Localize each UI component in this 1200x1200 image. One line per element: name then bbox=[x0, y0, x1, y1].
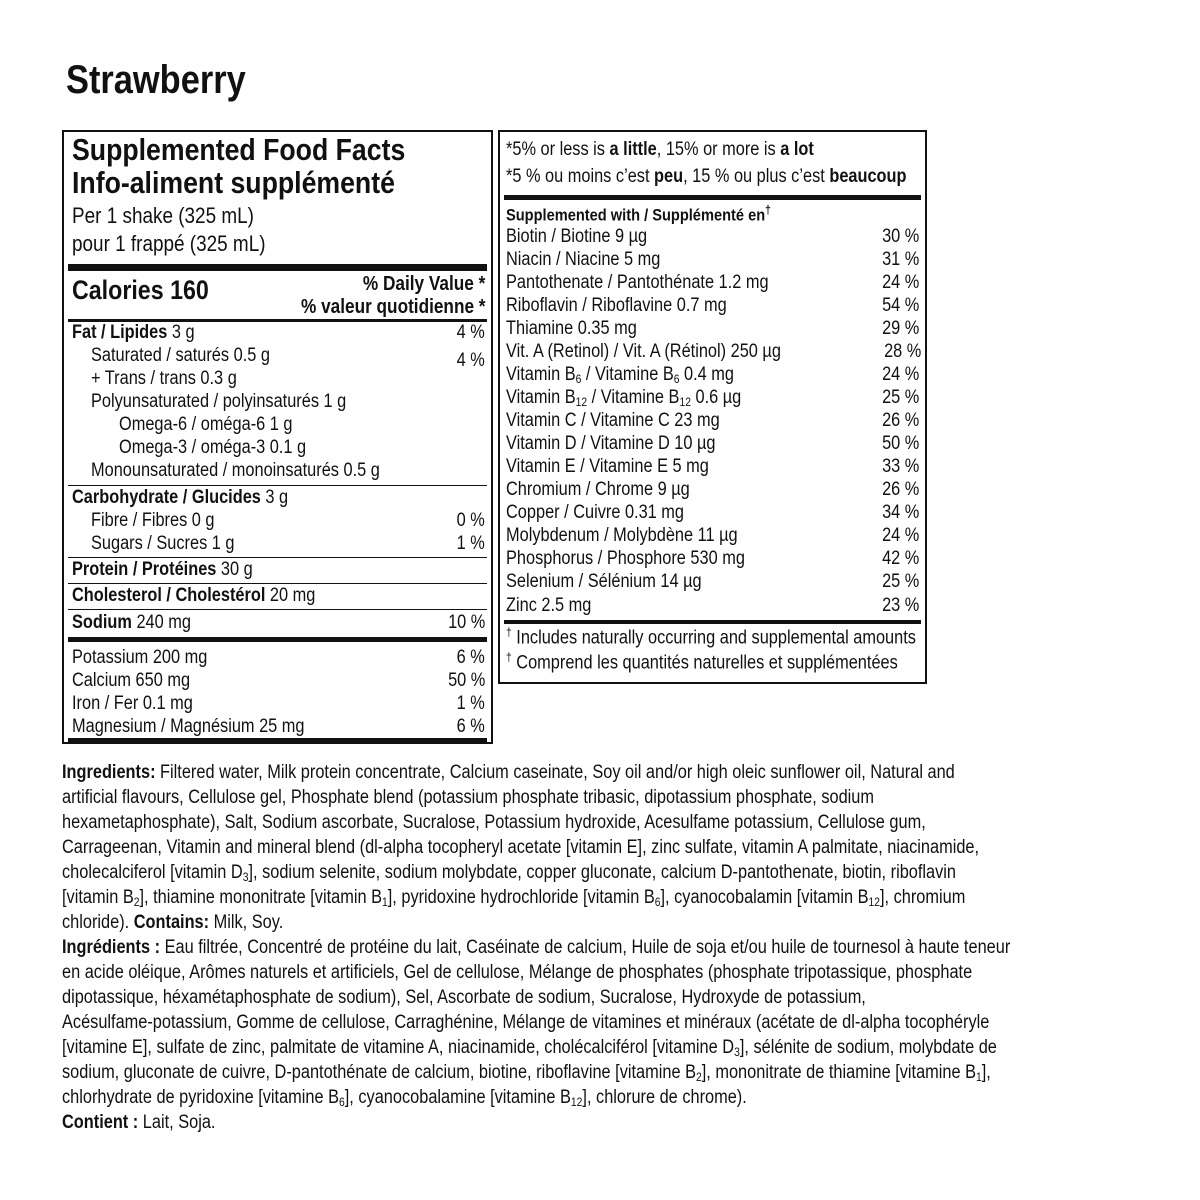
supplement-row: Biotin / Biotine 9 µg bbox=[506, 226, 648, 247]
flavour-title: Strawberry bbox=[66, 58, 246, 102]
supplement-dv: 26 % bbox=[881, 410, 919, 431]
supplement-dv: 25 % bbox=[881, 387, 919, 408]
nutrient-row: + Trans / trans 0.3 g bbox=[91, 368, 237, 389]
nutrient-dv: 6 % bbox=[456, 647, 485, 668]
supplement-row: Pantothenate / Pantothénate 1.2 mg bbox=[506, 272, 769, 293]
supplement-row: Selenium / Sélénium 14 µg bbox=[506, 571, 702, 592]
supplement-dv: 24 % bbox=[881, 272, 919, 293]
nutrient-row: Cholesterol / Cholestérol 20 mg bbox=[72, 585, 316, 606]
ingredients-fr-line: Acésulfame-potassium, Gomme de cellulose, Carraghénine, Mélange de vitamines et minéraux (acétate de dl-alpha tocophéryle bbox=[62, 1012, 990, 1033]
ingredients-fr-line: Contient : Lait, Soja. bbox=[62, 1112, 216, 1133]
thick-rule bbox=[504, 195, 921, 200]
supplement-row: Riboflavin / Riboflavine 0.7 mg bbox=[506, 295, 727, 316]
serving-en: Per 1 shake (325 mL) bbox=[72, 203, 254, 228]
nutrient-row: Polyunsaturated / polyinsaturés 1 g bbox=[91, 391, 347, 412]
supplement-dv: 24 % bbox=[881, 525, 919, 546]
supplement-heading: Supplemented with / Supplémenté en† bbox=[506, 203, 771, 225]
footnote-en: † Includes naturally occurring and supplemental amounts bbox=[506, 625, 916, 649]
supplement-dv: 31 % bbox=[881, 249, 919, 270]
supplement-dv: 50 % bbox=[881, 433, 919, 454]
nutrient-row: Fat / Lipides 3 g bbox=[72, 322, 195, 343]
panel-title-fr: Info-aliment supplémenté bbox=[72, 165, 395, 200]
ingredients-en-line: hexametaphosphate), Salt, Sodium ascorbate, Sucralose, Potassium hydroxide, Acesulfame potassium, Cellulose gum, bbox=[62, 812, 926, 833]
supplement-row: Vitamin C / Vitamine C 23 mg bbox=[506, 410, 720, 431]
thick-rule bbox=[68, 738, 487, 743]
nutrient-row: Calcium 650 mg bbox=[72, 670, 191, 691]
nutrient-dv: 50 % bbox=[447, 670, 485, 691]
supplement-dv: 28 % bbox=[883, 341, 921, 362]
nutrient-row: Omega-6 / oméga-6 1 g bbox=[119, 414, 293, 435]
supplement-row: Vitamin D / Vitamine D 10 µg bbox=[506, 433, 716, 454]
nutrient-row: Magnesium / Magnésium 25 mg bbox=[72, 716, 305, 737]
nutrient-row: Potassium 200 mg bbox=[72, 647, 208, 668]
nutrient-dv: 0 % bbox=[456, 510, 485, 531]
supplement-dv: 29 % bbox=[881, 318, 919, 339]
ingredients-fr-line: [vitamine E], sulfate de zinc, palmitate de vitamine A, niacinamide, cholécalciférol [vitamine $D_3$], sélénite de sodium, molybdate de bbox=[62, 1037, 997, 1059]
supplement-dv: 23 % bbox=[881, 595, 919, 616]
nutrient-dv: 4 % bbox=[456, 322, 485, 343]
dv-note-fr: *5 % ou moins c’est peu, 15 % ou plus c’est beaucoup bbox=[506, 166, 907, 187]
supplement-row: Vitamin $B_6$ / Vitamine $B_6$ 0.4 mg bbox=[506, 364, 734, 386]
nutrient-dv: 6 % bbox=[456, 716, 485, 737]
supplement-row: Niacin / Niacine 5 mg bbox=[506, 249, 661, 270]
nutrient-row: Carbohydrate / Glucides 3 g bbox=[72, 487, 289, 508]
supplement-panel bbox=[498, 130, 927, 684]
dv-note-en: *5% or less is a little, 15% or more is a lot bbox=[506, 139, 814, 160]
ingredients-en-line: Ingredients: Filtered water, Milk protein concentrate, Calcium caseinate, Soy oil and/or high oleic sunflower oil, Natural and bbox=[62, 762, 955, 783]
ingredients-en-line: artificial flavours, Cellulose gel, Phosphate blend (potassium phosphate tribasic, dipotassium phosphate, sodium bbox=[62, 787, 875, 808]
supplement-row: Zinc 2.5 mg bbox=[506, 595, 592, 616]
nutrient-row: Monounsaturated / monoinsaturés 0.5 g bbox=[91, 460, 380, 481]
supplement-dv: 25 % bbox=[881, 571, 919, 592]
nutrient-row: Sugars / Sucres 1 g bbox=[91, 533, 235, 554]
rule bbox=[68, 583, 487, 584]
nutrient-row: Sodium 240 mg bbox=[72, 612, 191, 633]
ingredients-en-line: Carrageenan, Vitamin and mineral blend (dl-alpha tocopheryl acetate [vitamin E], zinc sulfate, vitamin A palmitate, niacinamide, bbox=[62, 837, 980, 858]
supplement-dv: 30 % bbox=[881, 226, 919, 247]
daily-value-header-fr: % valeur quotidienne * bbox=[300, 296, 485, 318]
thick-rule bbox=[504, 620, 921, 624]
nutrient-dv: 4 % bbox=[456, 350, 485, 371]
nutrient-dv: 1 % bbox=[456, 533, 485, 554]
ingredients-fr-line: sodium, gluconate de cuivre, D-pantothénate de calcium, biotine, riboflavine [vitamine $B_2$], mononitrate de thiamine [vitamine $B_1$], bbox=[62, 1062, 991, 1084]
nutrient-dv: 10 % bbox=[447, 612, 485, 633]
rule bbox=[68, 609, 487, 610]
ingredients-fr-line: chlorhydrate de pyridoxine [vitamine $B_6$], cyanocobalamine [vitamine $B_{12}$], chlorure de chrome). bbox=[62, 1087, 747, 1109]
supplement-row: Molybdenum / Molybdène 11 µg bbox=[506, 525, 738, 546]
supplement-dv: 24 % bbox=[881, 364, 919, 385]
ingredients-fr-line: en acide oléique, Arômes naturels et artificiels, Gel de cellulose, Mélange de phosphates (phosphate tripotassique, phosphate bbox=[62, 962, 973, 983]
daily-value-header-en: % Daily Value * bbox=[362, 273, 485, 295]
supplement-dv: 54 % bbox=[881, 295, 919, 316]
nutrient-row: Fibre / Fibres 0 g bbox=[91, 510, 215, 531]
supplement-dv: 33 % bbox=[881, 456, 919, 477]
serving-fr: pour 1 frappé (325 mL) bbox=[72, 231, 266, 256]
nutrition-facts-panel bbox=[62, 130, 493, 744]
panel-title-en: Supplemented Food Facts bbox=[72, 132, 406, 167]
supplement-row: Chromium / Chrome 9 µg bbox=[506, 479, 690, 500]
thick-rule bbox=[68, 264, 487, 271]
nutrient-dv: 1 % bbox=[456, 693, 485, 714]
supplement-row: Phosphorus / Phosphore 530 mg bbox=[506, 548, 745, 569]
rule bbox=[68, 557, 487, 558]
supplement-row: Vitamin E / Vitamine E 5 mg bbox=[506, 456, 709, 477]
supplement-row: Copper / Cuivre 0.31 mg bbox=[506, 502, 685, 523]
nutrient-row: Iron / Fer 0.1 mg bbox=[72, 693, 193, 714]
thick-rule bbox=[68, 637, 487, 642]
ingredients-en-line: cholecalciferol [vitamin $D_3$], sodium selenite, sodium molybdate, copper gluconate, calcium D-pantothenate, biotin, riboflavin bbox=[62, 862, 957, 884]
nutrient-row: Saturated / saturés 0.5 g bbox=[91, 345, 270, 366]
supplement-row: Vit. A (Retinol) / Vit. A (Rétinol) 250 µg bbox=[506, 341, 781, 362]
supplement-row: Vitamin $B_{12}$ / Vitamine $B_{12}$ 0.6 µg bbox=[506, 387, 742, 409]
calories: Calories 160 bbox=[72, 275, 209, 305]
nutrient-row: Protein / Protéines 30 g bbox=[72, 559, 253, 580]
ingredients-fr-line: dipotassique, héxamétaphosphate de sodium), Sel, Ascorbate de sodium, Sucralose, Hydroxyde de potassium, bbox=[62, 987, 866, 1008]
ingredients-fr-line: Ingrédients : Eau filtrée, Concentré de protéine du lait, Caséinate de calcium, Huile de soja et/ou huile de tournesol à haute teneur bbox=[62, 937, 1011, 958]
footnote-fr: † Comprend les quantités naturelles et supplémentées bbox=[506, 650, 898, 674]
supplement-dv: 34 % bbox=[881, 502, 919, 523]
rule bbox=[68, 485, 487, 486]
nutrient-row: Omega-3 / oméga-3 0.1 g bbox=[119, 437, 307, 458]
supplement-dv: 26 % bbox=[881, 479, 919, 500]
ingredients-en-line: [vitamin $B_2$], thiamine mononitrate [vitamin $B_1$], pyridoxine hydrochloride [vitamin $B_6$], cyanocobalamin [vitamin $B_{12}$], chromium bbox=[62, 887, 966, 909]
ingredients-en-line: chloride). Contains: Milk, Soy. bbox=[62, 912, 284, 933]
supplement-dv: 42 % bbox=[881, 548, 919, 569]
supplement-row: Thiamine 0.35 mg bbox=[506, 318, 637, 339]
